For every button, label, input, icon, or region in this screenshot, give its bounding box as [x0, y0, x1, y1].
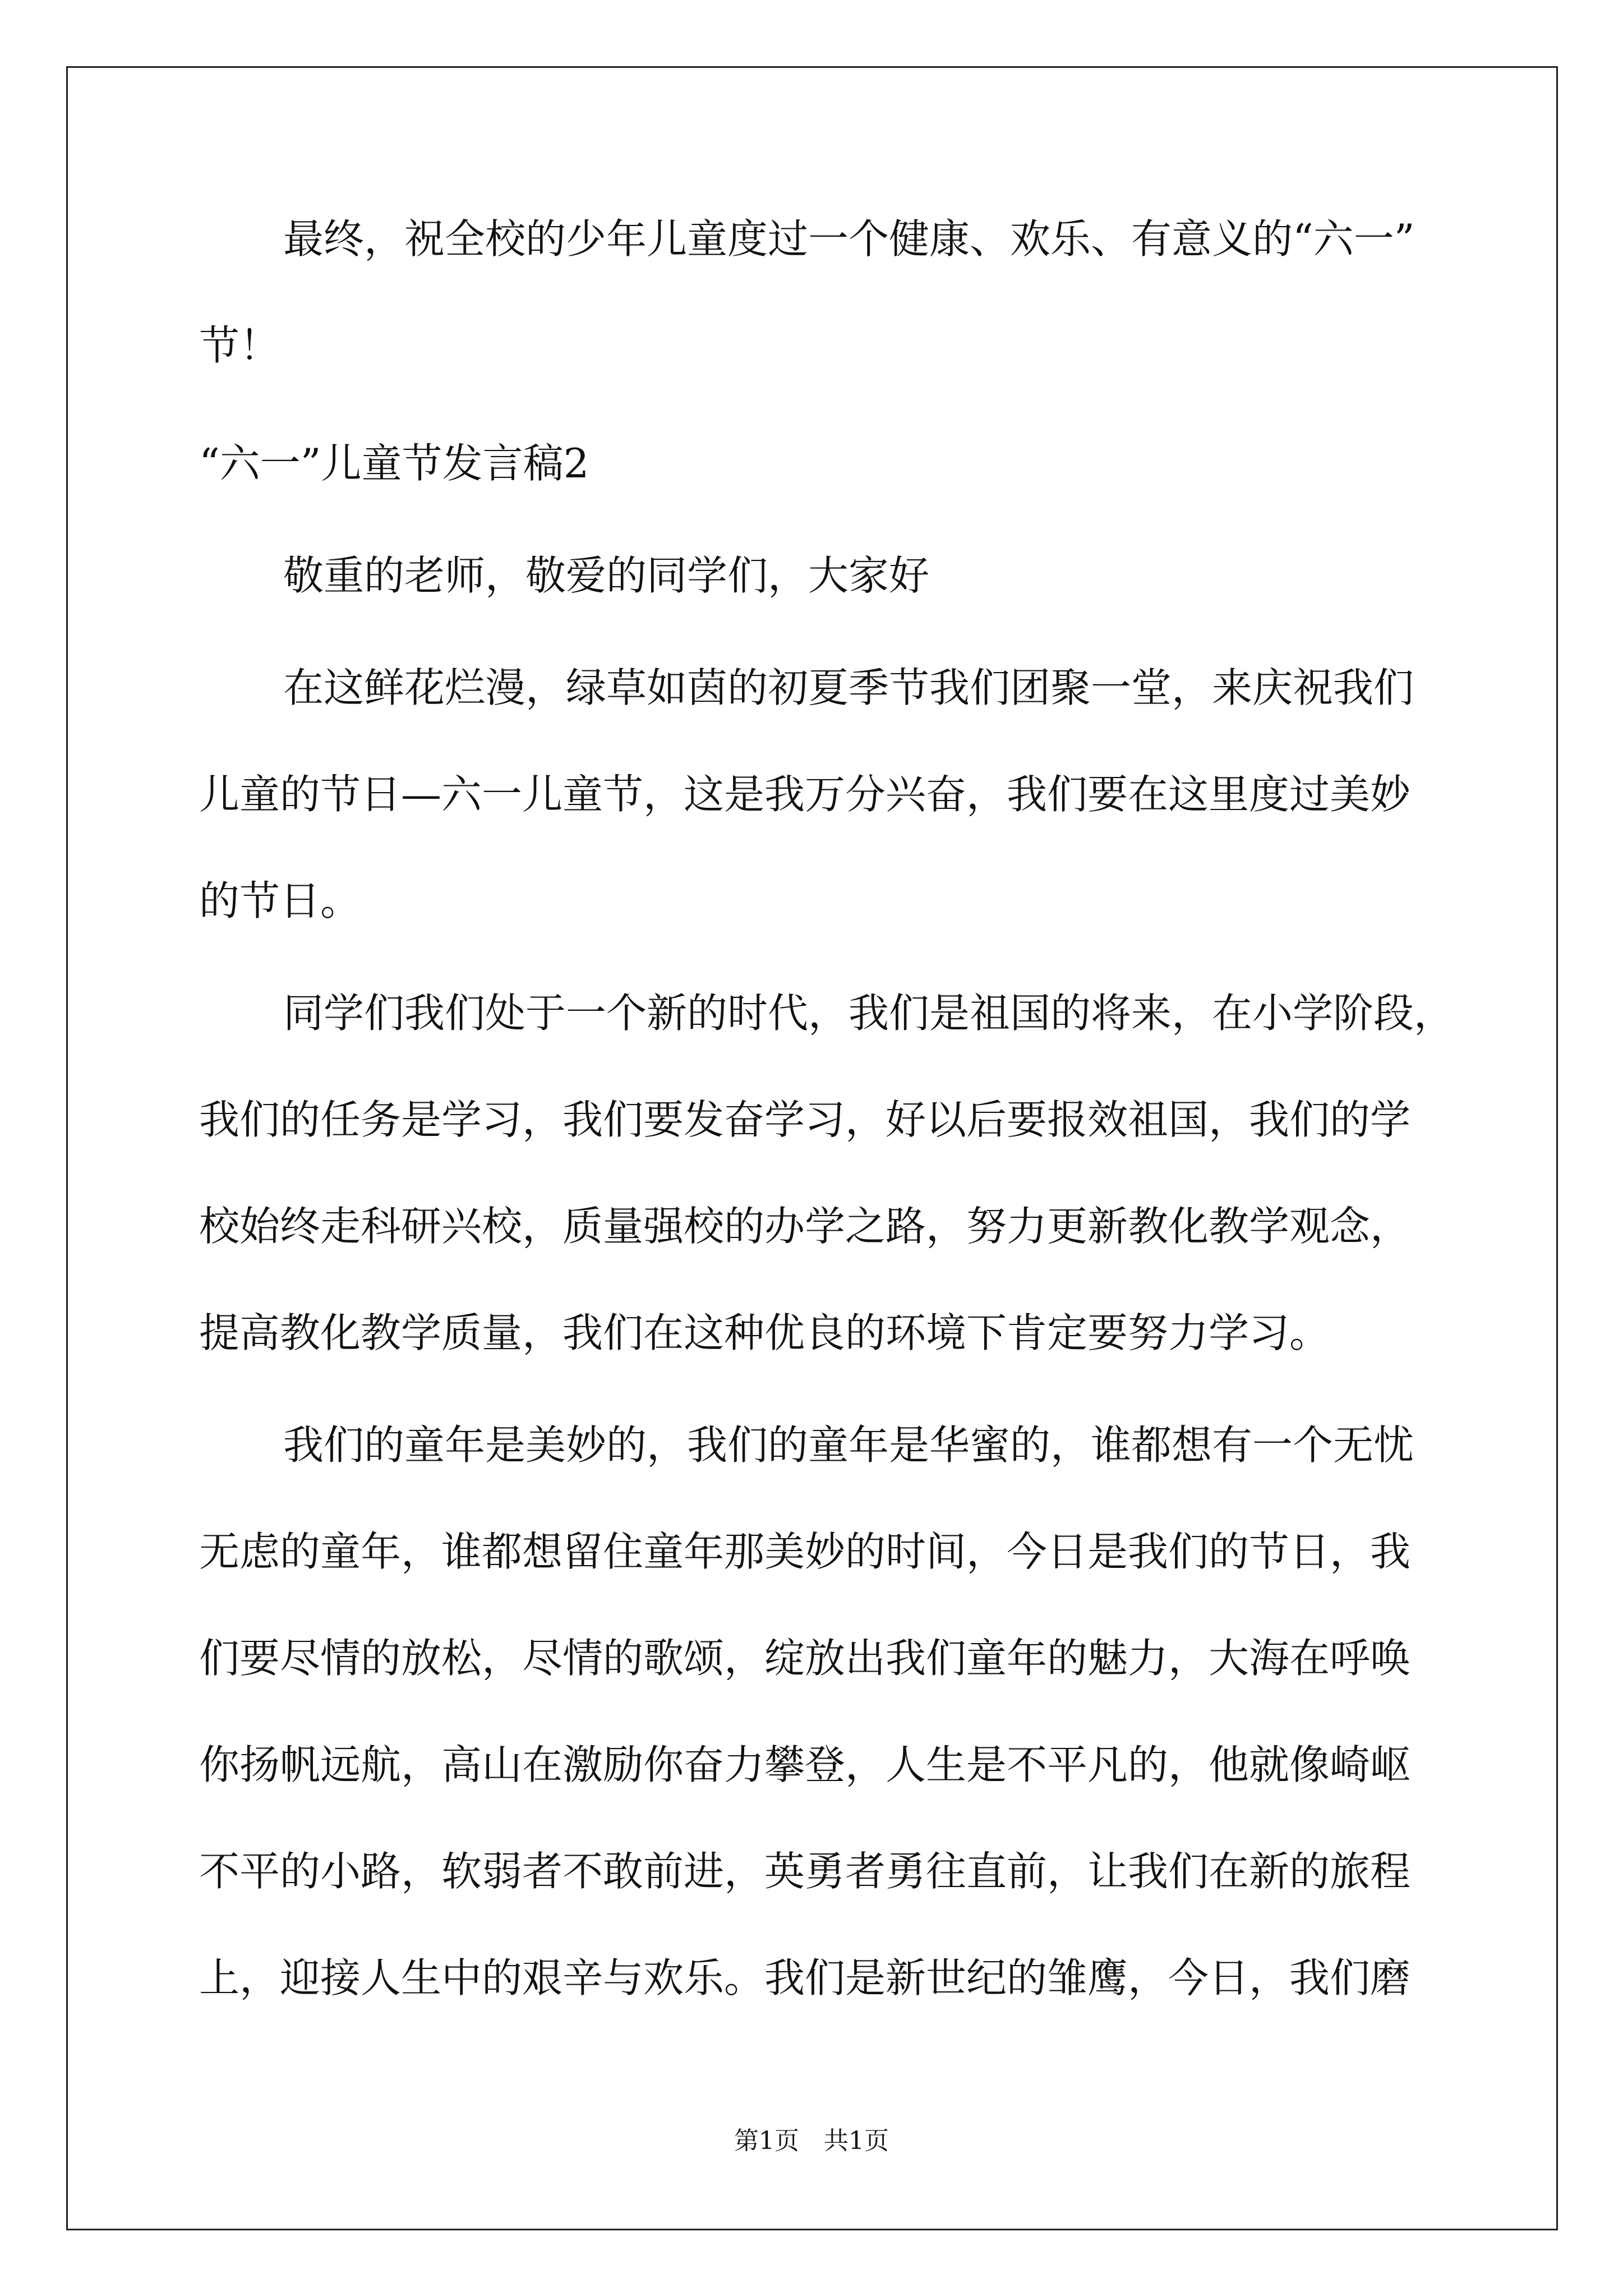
paragraph-line: 你扬帆远航，高山在激励你奋力攀登，人生是不平凡的，他就像崎岖 [199, 1741, 1411, 1788]
paragraph-line: 校始终走科研兴校，质量强校的办学之路，努力更新教化教学观念， [199, 1203, 1411, 1250]
paragraph-line: 提高教化教学质量，我们在这种优良的环境下肯定要努力学习。 [199, 1309, 1330, 1356]
paragraph-line: 敬重的老师，敬爱的同学们，大家好 [283, 552, 930, 599]
paragraph-line: 同学们我们处于一个新的时代，我们是祖国的将来，在小学阶段， [283, 990, 1455, 1037]
paragraph-line: 我们的任务是学习，我们要发奋学习，好以后要报效祖国，我们的学 [199, 1096, 1411, 1143]
paragraph-line: 的节日。 [199, 877, 361, 924]
paragraph-line: 上，迎接人生中的艰辛与欢乐。我们是新世纪的雏鹰，今日，我们磨 [199, 1954, 1411, 2001]
paragraph-line: 最终，祝全校的少年儿童度过一个健康、欢乐、有意义的“六一” [283, 215, 1415, 263]
page-frame [66, 66, 1558, 2230]
paragraph-line: 节！ [199, 322, 280, 369]
page-footer: 第1页 共1页 [734, 2127, 889, 2155]
paragraph-line: 们要尽情的放松，尽情的歌颂，绽放出我们童年的魅力，大海在呼唤 [199, 1635, 1411, 1682]
section-heading: “六一”儿童节发言稿2 [199, 440, 589, 487]
paragraph-line: 在这鲜花烂漫，绿草如茵的初夏季节我们团聚一堂，来庆祝我们 [283, 664, 1414, 711]
paragraph-line: 儿童的节日—六一儿童节，这是我万分兴奋，我们要在这里度过美妙 [199, 771, 1411, 818]
paragraph-line: 无虑的童年，谁都想留住童年那美妙的时间，今日是我们的节日，我 [199, 1528, 1411, 1575]
paragraph-line: 不平的小路，软弱者不敢前进，英勇者勇往直前，让我们在新的旅程 [199, 1848, 1411, 1895]
paragraph-line: 我们的童年是美妙的，我们的童年是华蜜的，谁都想有一个无忧 [283, 1421, 1414, 1469]
